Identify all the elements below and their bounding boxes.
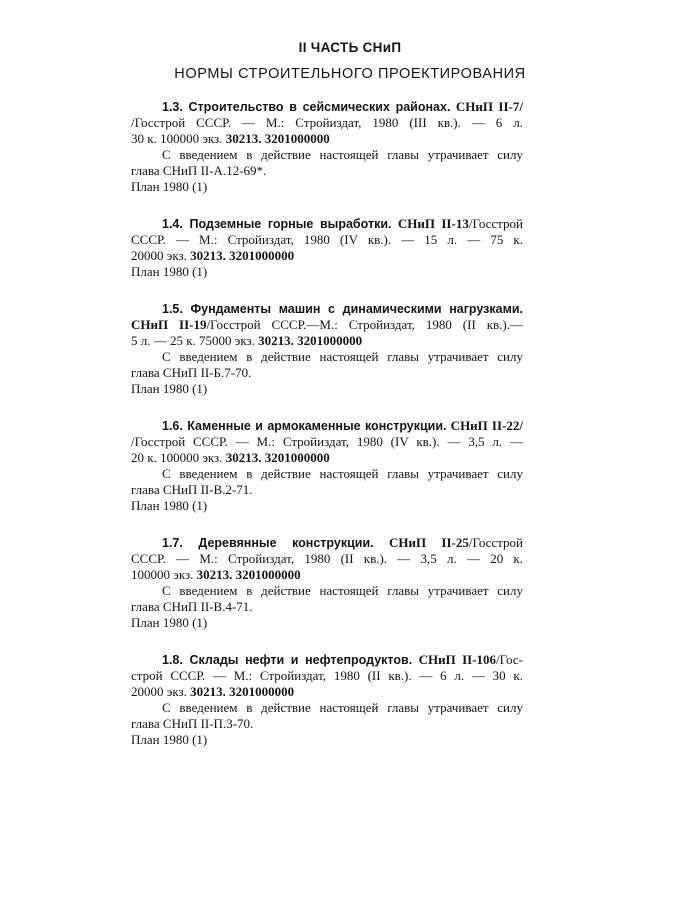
entry-title: 1.8. Склады нефти и нефтепродуктов. — [162, 653, 413, 667]
entry-line — [131, 583, 523, 599]
entry-line — [131, 700, 523, 716]
entry-line — [131, 232, 523, 248]
entry-line — [131, 498, 523, 514]
entry-code: СНиП II-25 — [373, 535, 469, 550]
entry-line — [131, 381, 523, 397]
entry-number: 30213. 3201000000 — [190, 684, 295, 699]
catalog-entry — [131, 301, 523, 397]
entry-line — [131, 365, 523, 381]
catalog-entry — [131, 535, 523, 631]
entry-line — [131, 615, 523, 631]
entry-title: 1.4. Подземные горные выработки. — [162, 217, 392, 231]
entry-line — [131, 248, 523, 264]
entry-text: С введением в действие настоящей главы утрачивает силу — [162, 700, 523, 715]
entry-code: СНиП II-19 — [131, 317, 207, 332]
entry-line — [131, 147, 523, 163]
entry-text: 30 к. 100000 экз. — [131, 131, 226, 146]
entry-text: глава СНиП II-В.4-71. — [131, 599, 253, 614]
entry-line — [131, 668, 523, 684]
entry-line — [131, 684, 523, 700]
entry-line — [131, 349, 523, 365]
entry-number: 30213. 3201000000 — [225, 131, 330, 146]
entry-text: План 1980 (1) — [131, 615, 208, 630]
entry-line — [131, 551, 523, 567]
entry-number: 30213. 3201000000 — [258, 333, 363, 348]
entry-line — [131, 732, 523, 748]
entry-text: 20000 экз. — [131, 684, 191, 699]
entry-line — [131, 301, 523, 317]
section-title: НОРМЫ СТРОИТЕЛЬНОГО ПРОЕКТИРОВАНИЯ — [174, 66, 526, 82]
entry-line — [131, 99, 523, 115]
entry-text: План 1980 (1) — [131, 264, 208, 279]
catalog-entry — [131, 652, 523, 748]
entry-line — [131, 599, 523, 615]
entry-line — [131, 716, 523, 732]
entry-number: 30213. 3201000000 — [196, 567, 301, 582]
entry-text: СССР. — М.: Стройиздат, 1980 (II кв.). — 3,5 л. — 20 к. — [131, 551, 523, 566]
entry-line — [131, 131, 523, 147]
entry-text: План 1980 (1) — [131, 732, 208, 747]
entry-text: /Гос- — [496, 652, 523, 667]
entry-text: План 1980 (1) — [131, 498, 208, 513]
entry-line — [131, 482, 523, 498]
entry-text: /Госстрой — [468, 216, 523, 231]
entry-title: 1.3. Строительство в сейсмических районах. — [162, 100, 451, 114]
entry-text: строй СССР. — М.: Стройиздат, 1980 (II кв.). — 6 л. — 30 к. — [131, 668, 523, 683]
entry-text: глава СНиП II-В.2-71. — [131, 482, 253, 497]
entry-line — [131, 567, 523, 583]
entry-line — [131, 115, 523, 131]
entry-text: План 1980 (1) — [131, 179, 208, 194]
entry-line — [131, 466, 523, 482]
entry-line — [131, 317, 523, 333]
entry-text: 100000 экз. — [131, 567, 197, 582]
entry-code: СНиП II-13 — [391, 216, 469, 231]
entry-text: глава СНиП II-Б.7-70. — [131, 365, 252, 380]
part-title: II ЧАСТЬ СНиП — [298, 40, 402, 55]
entry-title: 1.5. Фундаменты машин с динамическими нагрузками. — [162, 302, 523, 316]
entry-line — [131, 216, 523, 232]
entry-line — [131, 333, 523, 349]
catalog-entry — [131, 99, 523, 195]
entry-line — [131, 163, 523, 179]
entry-line — [131, 450, 523, 466]
catalog-entry — [131, 418, 523, 514]
entry-text: /Госстрой СССР. — М.: Стройиздат, 1980 (III кв.). — 6 л. — [131, 115, 523, 130]
entry-text: 20 к. 100000 экз. — [131, 450, 226, 465]
entry-text: 5 л. — 25 к. 75000 экз. — [131, 333, 259, 348]
entry-line — [131, 179, 523, 195]
entry-line — [131, 418, 523, 434]
entry-text: С введением в действие настоящей главы утрачивает силу — [162, 349, 523, 364]
entry-number: 30213. 3201000000 — [190, 248, 295, 263]
entry-text: /Госстрой СССР.—М.: Стройиздат, 1980 (II кв.).— — [206, 317, 523, 332]
document-entries — [131, 99, 523, 769]
entry-text: С введением в действие настоящей главы утрачивает силу — [162, 466, 523, 481]
entry-text: С введением в действие настоящей главы утрачивает силу — [162, 147, 523, 162]
entry-text: С введением в действие настоящей главы утрачивает силу — [162, 583, 523, 598]
entry-text: глава СНиП II-П.3-70. — [131, 716, 254, 731]
entry-title: 1.6. Каменные и армокаменные конструкции. — [162, 419, 447, 433]
entry-text: План 1980 (1) — [131, 381, 208, 396]
entry-number: 30213. 3201000000 — [225, 450, 330, 465]
entry-code: СНиП II-7/ — [450, 99, 523, 114]
entry-line — [131, 434, 523, 450]
entry-text: глава СНиП II-А.12-69*. — [131, 163, 267, 178]
entry-line — [131, 264, 523, 280]
entry-code: СНиП II-106 — [412, 652, 497, 667]
entry-text: /Госстрой — [468, 535, 523, 550]
entry-code: СНиП II-22/ — [446, 418, 523, 433]
entry-text: /Госстрой СССР. — М.: Стройиздат, 1980 (IV кв.). — 3,5 л. — — [131, 434, 523, 449]
entry-line — [131, 652, 523, 668]
entry-text: СССР. — М.: Стройиздат, 1980 (IV кв.). — 15 л. — 75 к. — [131, 232, 523, 247]
entry-text: 20000 экз. — [131, 248, 191, 263]
entry-line — [131, 535, 523, 551]
catalog-entry — [131, 216, 523, 280]
entry-title: 1.7. Деревянные конструкции. — [162, 536, 374, 550]
